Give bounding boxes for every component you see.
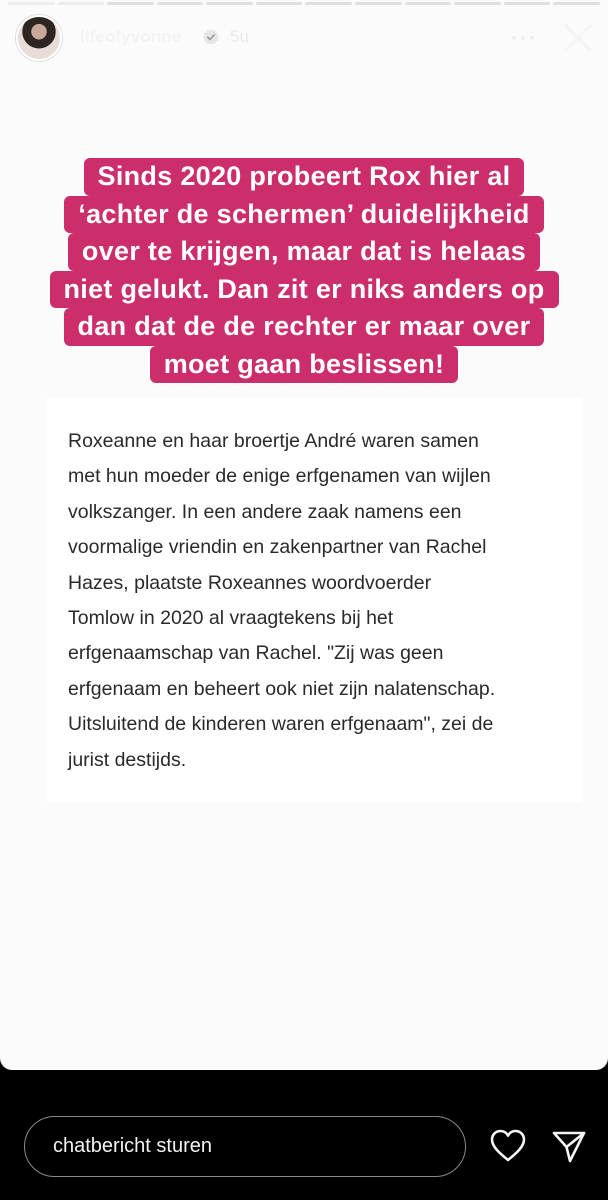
article-text xyxy=(68,424,568,778)
progress-segment xyxy=(454,2,501,5)
article-line: voormalige vriendin en zakenpartner van Rachel xyxy=(68,536,487,559)
article-line: met hun moeder de enige erfgenamen van wijlen xyxy=(68,465,491,488)
article-line: erfgenaam en beheert ook niet zijn nalatenschap. xyxy=(68,677,496,700)
progress-segment xyxy=(355,2,402,5)
article-line: Roxeanne en haar broertje André waren samen xyxy=(68,430,479,452)
progress-segment xyxy=(504,2,551,5)
article-line: jurist destijds. xyxy=(68,748,187,771)
article-line: Hazes, plaatste Roxeannes woordvoerder xyxy=(68,571,432,594)
caption-line: niet gelukt. Dan zit er niks anders op xyxy=(50,271,559,309)
article-line: volkszanger. In een andere zaak namens een xyxy=(68,500,462,523)
progress-segment xyxy=(553,2,600,5)
send-icon[interactable] xyxy=(551,1128,587,1164)
reply-placeholder: chatbericht sturen xyxy=(53,1135,212,1157)
progress-segment xyxy=(157,2,204,5)
reply-input[interactable] xyxy=(24,1116,466,1177)
story-caption xyxy=(36,158,572,383)
verified-badge-icon xyxy=(203,29,219,45)
more-options-icon[interactable] xyxy=(508,26,538,50)
progress-segment xyxy=(405,2,452,5)
avatar[interactable] xyxy=(16,15,62,61)
close-icon[interactable] xyxy=(562,22,594,54)
progress-segment xyxy=(206,2,253,5)
progress-segment xyxy=(8,2,55,5)
article-line: erfgenaamschap van Rachel. "Zij was geen xyxy=(68,642,444,665)
timestamp: 5u xyxy=(230,27,249,46)
progress-segment xyxy=(58,2,105,5)
caption-line: moet gaan beslissen! xyxy=(150,346,459,384)
article-line: Uitsluitend de kinderen waren erfgenaam", zei de xyxy=(68,713,494,736)
caption-line: dan dat de de rechter er maar over xyxy=(64,308,545,346)
story-footer xyxy=(0,1070,608,1200)
caption-line: Sinds 2020 probeert Rox hier al xyxy=(84,158,525,196)
story-header xyxy=(0,14,608,64)
progress-segment xyxy=(305,2,352,5)
username[interactable]: lifeofyvonne xyxy=(80,27,182,46)
story-progress-bar xyxy=(8,2,600,5)
caption-line: over te krijgen, maar dat is helaas xyxy=(68,233,540,271)
heart-icon[interactable] xyxy=(490,1129,526,1163)
article-excerpt xyxy=(46,398,582,802)
progress-segment xyxy=(107,2,154,5)
progress-segment xyxy=(256,2,303,5)
caption-line: ‘achter de schermen’ duidelijkheid xyxy=(64,196,543,234)
article-line: Tomlow in 2020 al vraagtekens bij het xyxy=(68,607,394,630)
